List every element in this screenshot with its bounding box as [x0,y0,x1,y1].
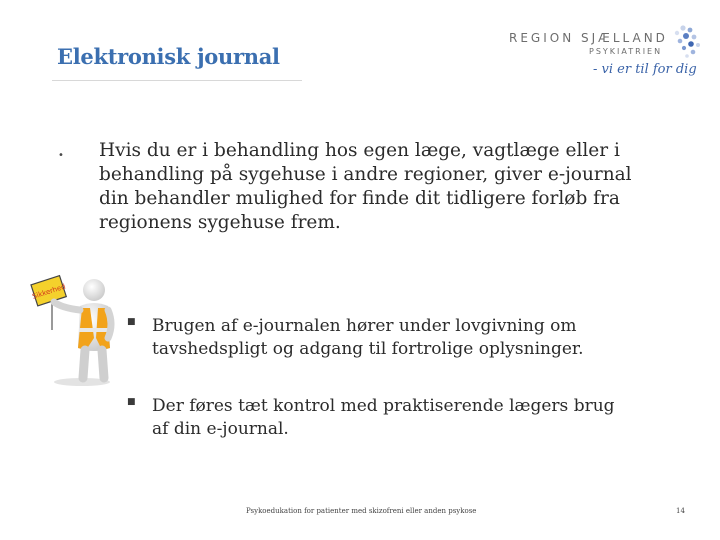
logo-region-name: REGION SJÆLLAND [509,31,668,45]
region-logo [505,24,700,94]
sign-label: Sikkerhed [31,282,67,301]
sub-bullet-marker: ■ [127,317,136,327]
sub-bullet-text: Der føres tæt kontrol med praktiserende lægers brug af din e-journal. [152,396,615,439]
logo-department: PSYKIATRIEN [589,47,663,56]
sub-bullet-1 [127,315,627,361]
main-bullet-text: Hvis du er i behandling hos egen læge, vagtlæge eller i behandling på sygehuse i andre regioner, giver e-journal din behandler mulighed for finde dit tidligere forløb fra regionens sygehuse frem. [99,140,632,233]
sub-bullet-2 [127,395,627,441]
title-divider [52,80,302,81]
safety-figure-icon [30,268,122,388]
sub-bullet-text: Brugen af e-journalen hører under lovgivning om tavshedspligt og adgang til fortrolige oplysninger. [152,316,584,359]
logo-tagline: - vi er til for dig [593,62,697,77]
sub-bullet-marker: ■ [127,397,136,407]
logo-dots-icon [665,24,701,68]
bullet-marker: • [58,150,64,161]
slide-title: Elektronisk journal [57,44,280,69]
slide-footer: Psykoedukation for patienter med skizofreni eller anden psykose [246,507,477,515]
page-number: 14 [676,507,685,515]
